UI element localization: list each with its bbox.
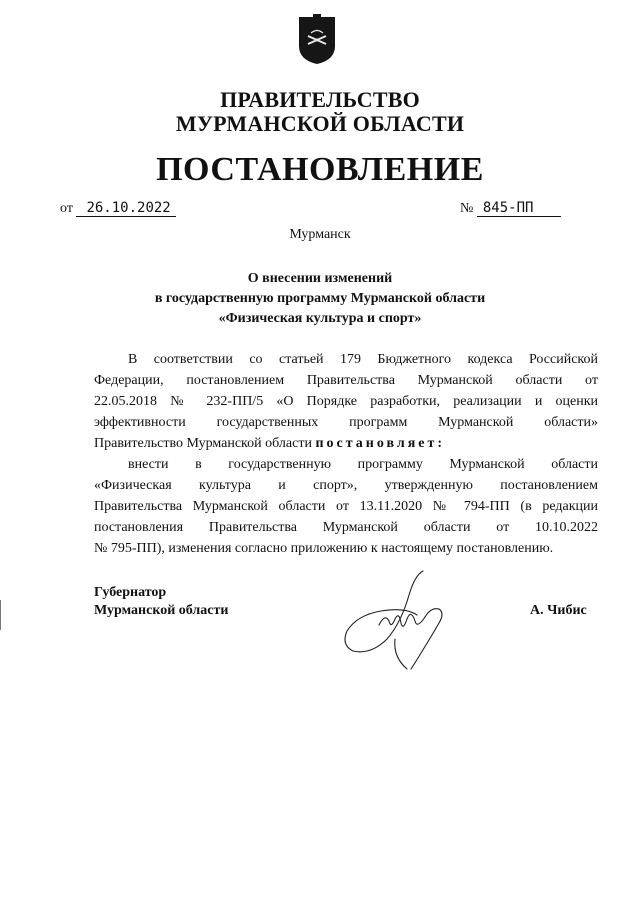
government-name-line2: МУРМАНСКОЙ ОБЛАСТИ <box>175 111 465 136</box>
subject-line3: «Физическая культура и спорт» <box>218 311 422 326</box>
government-name-line1: ПРАВИТЕЛЬСТВО <box>220 87 420 112</box>
body-p1-line5-text: Правительство Мурманской области <box>94 436 312 451</box>
number-value: 845-ПП <box>477 200 561 217</box>
body-p2-line4: постановления Правительства Мурманской области от 10.10.2022 <box>94 520 598 535</box>
number-prefix: № <box>460 201 474 216</box>
body-p2-line2: «Физическая культура и спорт», утвержденную постановлением <box>94 478 598 493</box>
subject-line2: в государственную программу Мурманской области <box>154 291 486 306</box>
body-p1-line5 <box>94 434 598 454</box>
subject-line1: О внесении изменений <box>247 271 393 286</box>
scan-edge-mark <box>0 600 1 630</box>
body-p2-line5: № 795-ПП), изменения согласно приложению к настоящему постановлению. <box>94 541 554 556</box>
coat-of-arms-icon <box>296 14 338 66</box>
body-p1-line1: В соответствии со статьей 179 Бюджетного кодекса Российской <box>128 352 598 367</box>
body-p1-line2: Федерации, постановлением Правительства Мурманской области от <box>94 373 598 388</box>
document-title: ПОСТАНОВЛЕНИЕ <box>156 151 484 188</box>
date-prefix: от <box>60 201 73 216</box>
body-p2-line1: внести в государственную программу Мурманской области <box>128 457 598 472</box>
body-p1-line4: эффективности государственных программ Мурманской области» <box>94 415 598 430</box>
handwritten-signature-icon <box>335 565 465 675</box>
document-number <box>460 200 561 218</box>
signer-title-line2: Мурманской области <box>94 603 229 618</box>
document-date <box>60 200 176 218</box>
city-name: Мурманск <box>289 227 351 242</box>
decree-word: постановляет: <box>315 436 446 451</box>
body-p1-line3: 22.05.2018 № 232-ПП/5 «О Порядке разработки, реализации и оценки <box>94 394 598 409</box>
signer-name: А. Чибис <box>530 603 587 618</box>
body-p2-line3: Правительства Мурманской области от 13.11.2020 № 794-ПП (в редакции <box>94 499 598 514</box>
signer-title-line1: Губернатор <box>94 585 167 600</box>
date-value: 26.10.2022 <box>76 200 176 217</box>
